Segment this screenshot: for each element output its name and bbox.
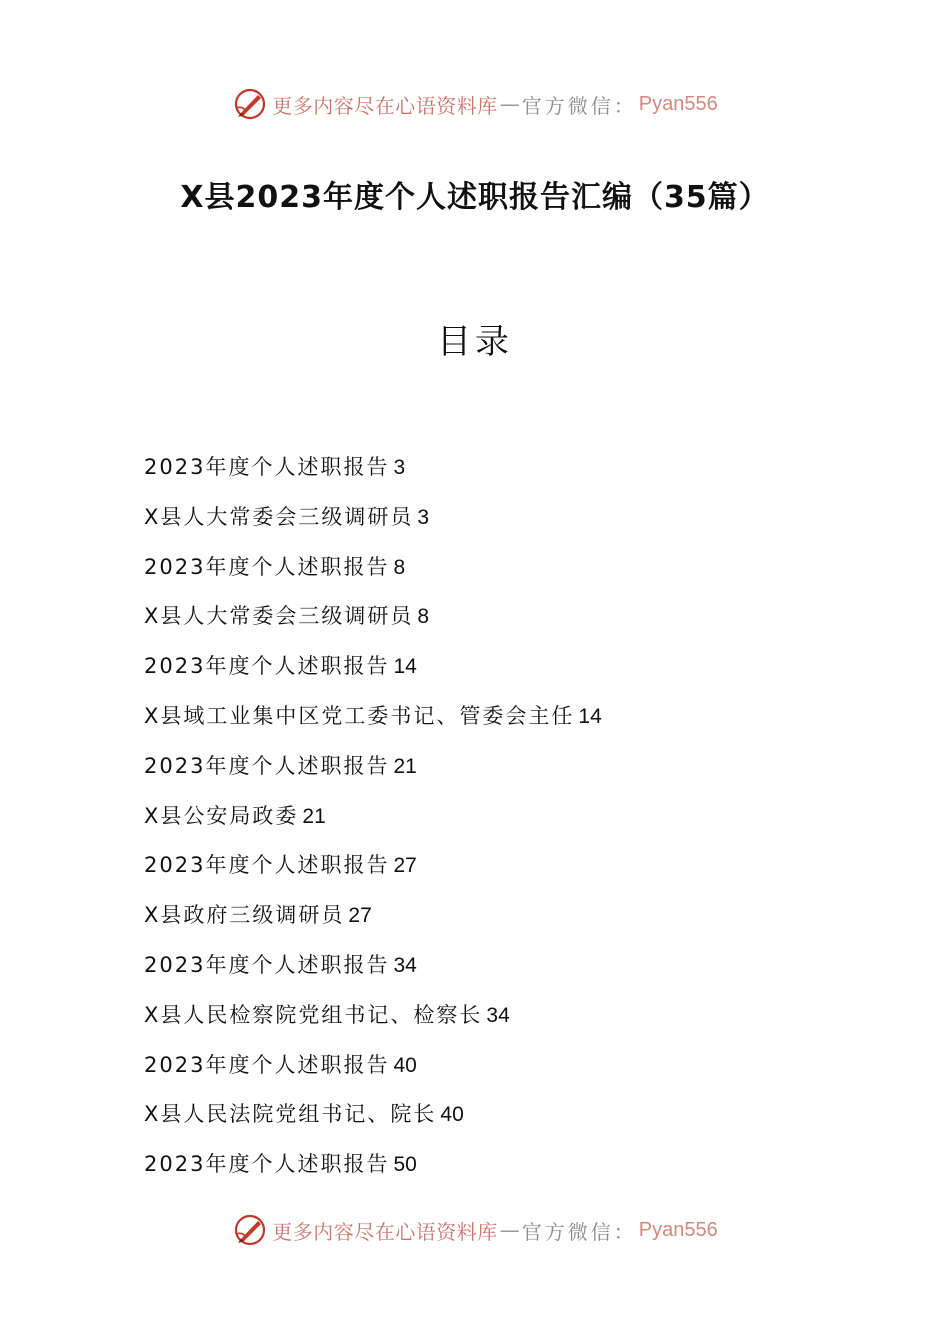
toc-entry[interactable] xyxy=(144,697,864,747)
toc-entry-page: 8 xyxy=(417,605,430,629)
toc-entry[interactable] xyxy=(144,846,864,896)
toc-entry-text: X县人大常委会三级调研员 xyxy=(144,504,414,529)
toc-entry-page: 14 xyxy=(578,704,602,728)
toc-entry-page: 3 xyxy=(393,456,406,479)
toc-entry-text: X县政府三级调研员 xyxy=(144,903,345,928)
toc-entry-page: 50 xyxy=(393,1153,417,1177)
toc-entry[interactable] xyxy=(144,498,864,548)
toc-entry-text: 2023年度个人述职报告 xyxy=(144,554,390,579)
toc-entry[interactable] xyxy=(144,1095,864,1145)
watermark-wechat-id: Pyan556 xyxy=(638,1218,718,1241)
toc-entry-page: 3 xyxy=(417,505,430,529)
watermark-official-label: 官方微信： xyxy=(521,93,637,118)
toc-entry[interactable] xyxy=(144,597,864,647)
watermark-dash: — xyxy=(499,1218,520,1242)
toc-entry-page: 21 xyxy=(393,754,417,778)
table-of-contents xyxy=(144,448,864,1195)
toc-entry-text: 2023年度个人述职报告 xyxy=(144,1152,390,1177)
toc-entry-text: 2023年度个人述职报告 xyxy=(144,1052,390,1077)
toc-entry-page: 34 xyxy=(486,1003,510,1027)
toc-entry-page: 21 xyxy=(302,804,326,828)
toc-entry[interactable] xyxy=(144,1145,864,1195)
toc-entry[interactable] xyxy=(144,996,864,1046)
toc-entry-text: X县人大常委会三级调研员 xyxy=(144,604,414,629)
toc-entry[interactable] xyxy=(144,747,864,797)
footer-watermark xyxy=(0,1210,950,1250)
toc-entry-page: 14 xyxy=(393,655,417,679)
toc-entry-page: 27 xyxy=(393,854,417,878)
watermark-dash: — xyxy=(499,92,520,116)
toc-entry-page: 27 xyxy=(348,904,372,928)
toc-entry[interactable] xyxy=(144,448,864,498)
toc-entry-text: X县域工业集中区党工委书记、管委会主任 xyxy=(144,703,575,728)
toc-entry-page: 40 xyxy=(393,1053,417,1077)
pen-logo-icon xyxy=(232,1212,268,1248)
pen-logo-icon xyxy=(232,86,268,122)
toc-entry[interactable] xyxy=(144,797,864,847)
toc-entry-text: X县人民检察院党组书记、检察长 xyxy=(144,1002,483,1027)
watermark-text: 更多内容尽在心语资料库 xyxy=(272,1219,498,1244)
toc-entry-text: X县人民法院党组书记、院长 xyxy=(144,1102,437,1127)
toc-entry-text: X县公安局政委 xyxy=(144,803,299,828)
watermark-wechat-id: Pyan556 xyxy=(638,92,718,115)
watermark-official-label: 官方微信： xyxy=(521,1219,637,1244)
toc-entry-text: 2023年度个人述职报告 xyxy=(144,952,390,977)
toc-entry[interactable] xyxy=(144,1046,864,1096)
toc-entry-page: 34 xyxy=(393,953,417,977)
toc-entry-text: 2023年度个人述职报告 xyxy=(144,455,390,479)
toc-heading: 目录 xyxy=(437,322,513,362)
toc-entry[interactable] xyxy=(144,647,864,697)
toc-entry-text: 2023年度个人述职报告 xyxy=(144,753,390,778)
toc-entry-text: 2023年度个人述职报告 xyxy=(144,654,390,679)
toc-entry[interactable] xyxy=(144,548,864,598)
toc-entry-page: 40 xyxy=(440,1103,464,1127)
header-watermark xyxy=(0,84,950,124)
toc-entry[interactable] xyxy=(144,896,864,946)
toc-entry-page: 8 xyxy=(393,555,406,579)
toc-entry-text: 2023年度个人述职报告 xyxy=(144,853,390,878)
watermark-text: 更多内容尽在心语资料库 xyxy=(272,93,498,118)
document-title: X县2023年度个人述职报告汇编（35篇） xyxy=(180,180,770,215)
toc-entry[interactable] xyxy=(144,946,864,996)
